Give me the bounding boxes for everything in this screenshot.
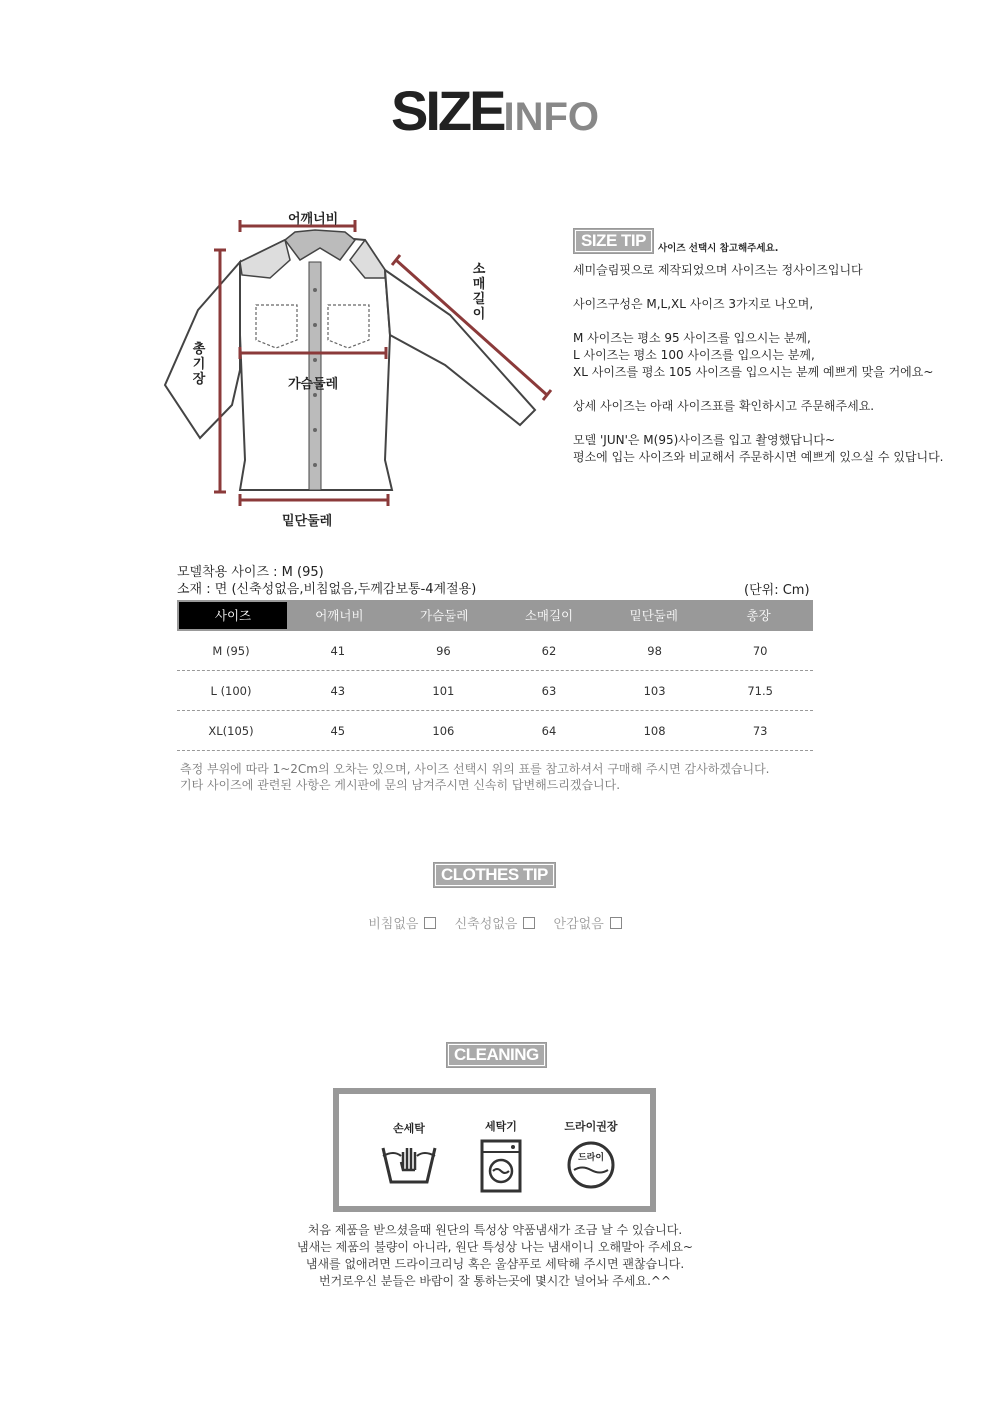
checkbox-icon: [424, 917, 436, 929]
clothes-tip-badge: CLOTHES TIP: [433, 862, 556, 888]
tip-line: XL 사이즈를 평소 105 사이즈를 입으시는 분께 예쁘게 맞을 거에요~: [573, 365, 934, 379]
model-size: 모델착용 사이즈 : M (95): [177, 565, 324, 580]
shirt-illustration: [160, 200, 560, 540]
cleaning-note: 냄새는 제품의 불량이 아니라, 원단 특성상 나는 냄새이니 오해말아 주세요~: [297, 1240, 693, 1254]
hand-wash-item: [369, 1120, 449, 1193]
table-cell: 71.5: [747, 683, 773, 698]
table-cell: 108: [643, 723, 666, 738]
check-item: [368, 913, 436, 932]
table-cell: 63: [541, 683, 557, 698]
tip-line: M 사이즈는 평소 95 사이즈를 입으시는 분께,: [573, 331, 811, 345]
hand-wash-icon: [379, 1140, 439, 1190]
table-header: [177, 600, 813, 631]
header-cell: 밑단둘레: [629, 608, 678, 623]
cleaning-badge: CLEANING: [446, 1042, 547, 1068]
table-cell: 62: [541, 643, 557, 658]
header-cell: 소매길이: [524, 608, 574, 623]
dry-clean-icon: [566, 1140, 616, 1190]
cleaning-notes: [0, 1222, 990, 1290]
hem-label: 밑단둘레: [282, 514, 333, 529]
size-tip-badge: SIZE TIP: [573, 228, 654, 254]
tip-line: 평소에 입는 사이즈와 비교해서 주문하시면 예쁘게 있으실 수 있답니다.: [573, 450, 944, 464]
chest-label: 가슴둘레: [288, 377, 339, 392]
table-row: [177, 671, 813, 711]
washing-machine-item: [461, 1118, 541, 1197]
table-row: [177, 631, 813, 671]
size-table: [177, 600, 813, 751]
clothes-tip-checklist: [0, 913, 990, 932]
checkbox-icon: [523, 917, 535, 929]
cleaning-note: 처음 제품을 받으셨을때 원단의 특성상 약품냄새가 조금 날 수 있습니다.: [307, 1223, 683, 1237]
cleaning-note: 냄새를 없애려면 드라이크리닝 혹은 울샴푸로 세탁해 주시면 괜찮습니다.: [305, 1257, 685, 1271]
check-label: 비침없음: [368, 917, 419, 932]
unit-label: (단위: Cm): [744, 583, 810, 598]
table-cell: 43: [330, 683, 346, 698]
tip-line: L 사이즈는 평소 100 사이즈를 입으시는 분께,: [573, 348, 815, 362]
dry-clean-label: 드라이권장: [564, 1120, 618, 1133]
header-cell: 사이즈: [179, 602, 287, 629]
dry-text: 드라이: [577, 1153, 605, 1163]
check-label: 안감없음: [553, 917, 604, 932]
hand-wash-label: 손세탁: [393, 1122, 425, 1135]
dry-clean-item: [551, 1118, 631, 1190]
tip-line: 상세 사이즈는 아래 사이즈표를 확인하시고 주문해주세요.: [573, 399, 875, 413]
shoulder-label: 어깨너비: [288, 212, 339, 227]
title-info: INFO: [503, 95, 599, 139]
header-cell: 가슴둘레: [420, 608, 469, 623]
table-cell: 73: [752, 723, 768, 738]
washing-machine-label: 세탁기: [485, 1120, 517, 1133]
size-tip-section: [573, 228, 973, 466]
cleaning-icons-box: [333, 1088, 656, 1212]
table-cell: 41: [330, 643, 346, 658]
table-cell: 106: [432, 723, 455, 738]
page-title: [0, 78, 990, 143]
cleaning-note: 번거로우신 분들은 바람이 잘 통하는곳에 몇시간 널어놔 주세요.^^: [318, 1274, 672, 1288]
check-item: [455, 913, 536, 932]
material-info: 소재 : 면 (신축성없음,비침없음,두께감보통-4계절용): [177, 582, 477, 597]
check-label: 신축성없음: [454, 917, 518, 932]
table-cell: M (95): [212, 643, 250, 658]
length-label: 총기장: [192, 342, 206, 387]
circle-icon: [566, 1140, 616, 1190]
size-tip-note: 사이즈 선택시 참고해주세요.: [657, 243, 779, 254]
header-cell: 총장: [746, 608, 771, 623]
table-cell: 70: [752, 643, 768, 658]
shirt-diagram: [160, 200, 560, 540]
model-info: [177, 564, 476, 598]
table-notes: [180, 761, 769, 793]
table-cell: 45: [330, 723, 346, 738]
table-cell: XL(105): [208, 723, 254, 738]
table-note: 측정 부위에 따라 1~2Cm의 오차는 있으며, 사이즈 선택시 위의 표를 참고하셔서 구매해 주시면 감사하겠습니다.: [180, 762, 770, 776]
header-cell: 어깨너비: [315, 608, 364, 623]
tip-line: 사이즈구성은 M,L,XL 사이즈 3가지로 나오며,: [573, 297, 814, 311]
table-row: [177, 711, 813, 751]
title-size: SIZE: [390, 79, 504, 142]
tip-line: 세미슬림핏으로 제작되었으며 사이즈는 정사이즈입니다: [573, 263, 863, 277]
table-cell: 98: [647, 643, 662, 658]
washing-machine-icon: [479, 1138, 523, 1194]
table-cell: 64: [541, 723, 557, 738]
table-cell: L (100): [210, 683, 252, 698]
check-item: [554, 913, 622, 932]
table-cell: 103: [643, 683, 666, 698]
size-tip-lines: [573, 262, 973, 466]
table-cell: 101: [432, 683, 455, 698]
sleeve-label: 소매길이: [472, 262, 486, 322]
tip-line: 모델 'JUN'은 M(95)사이즈를 입고 촬영했답니다~: [573, 433, 836, 447]
checkbox-icon: [610, 917, 622, 929]
table-note: 기타 사이즈에 관련된 사항은 게시판에 문의 남겨주시면 신속히 답변해드리겠습니다.: [180, 778, 621, 792]
table-cell: 96: [436, 643, 451, 658]
